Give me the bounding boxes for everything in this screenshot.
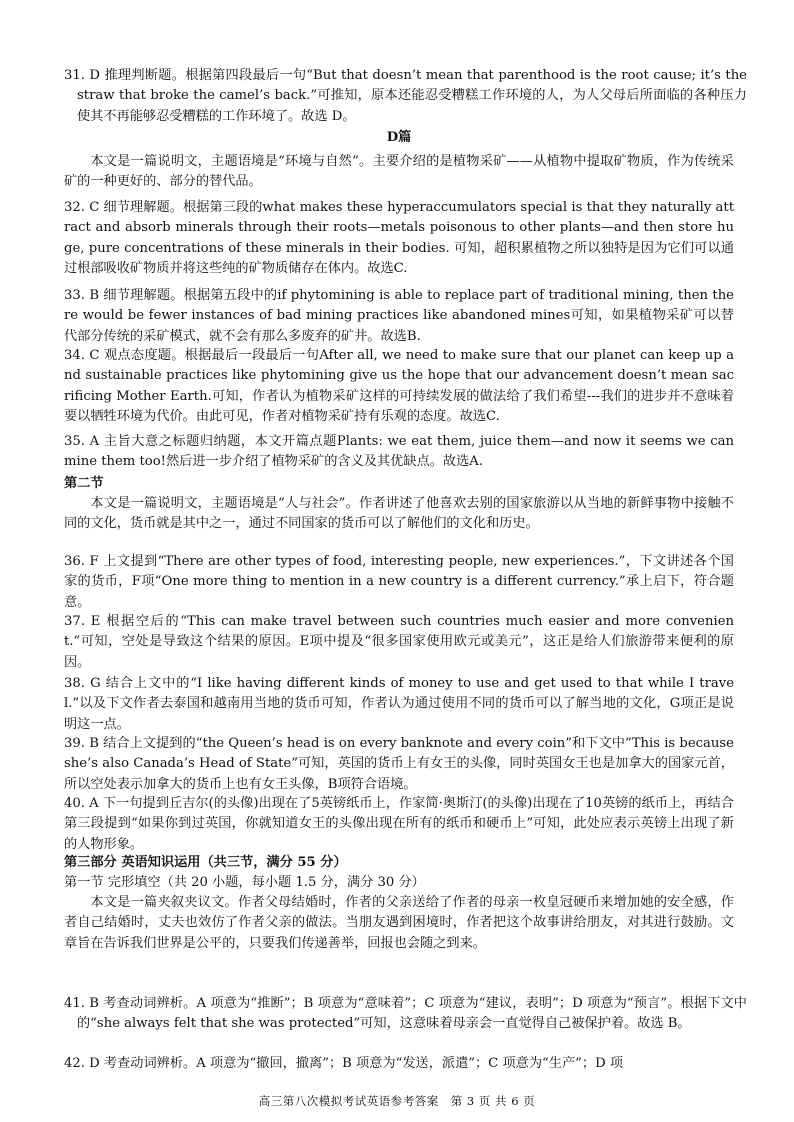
answer-33: 33. B 细节理解题。根据第五段中的if phytomining is able to replace part of traditional mining, then there would be fewer instances of bad mining practices like abandoned mines可知，如果植物采矿可以替代部分传统的采矿模式，就不会有那么多废弃的矿井。故选B. xyxy=(64,288,734,344)
answer-40: 40. A 下一句提到丘吉尔(的头像)出现在了5英镑纸币上，作家简·奥斯汀(的头像)出现在了10英镑的纸币上，再结合第三段提到“如果你到过英国，你就知道女王的头像出现在所有的纸币和硬币上”可知，此处应表示英镑上出现了新的人物形象。 xyxy=(64,796,734,852)
answer-35: 35. A 主旨大意之标题归纳题，本文开篇点题Plants: we eat them, juice them—and now it seems we can mine them too!然后进一步介绍了植物采矿的含义及其优缺点。故选A. xyxy=(64,434,734,470)
section-heading-part-3: 第三部分 英语知识运用（共三节，满分 55 分） xyxy=(64,855,347,870)
answer-37: 37. E 根据空后的“This can make travel between such countries much easier and more convenient.”可知，空处是导致这个结果的原因。E项中提及“很多国家使用欧元或美元”，这正是给人们旅游带来便利的原因。 xyxy=(64,614,734,670)
answer-32: 32. C 细节理解题。根据第三段的what makes these hyperaccumulators special is that they naturally attract and absorb minerals through their roots—metals poisonous to other plants—and then store huge, pure concentrations of these minerals in their bodies. 可知，超积累植物之所以独特是因为它们可以通过根部吸收矿物质并将这些纯的矿物质储存在体内。故选C. xyxy=(64,200,734,277)
answer-36: 36. F 上文提到“There are other types of food, interesting people, new experiences.”，下文讲述各个国家的货币，F项“One more thing to mention in a new country is a different currency.”承上启下，符合题意。 xyxy=(64,554,734,610)
answer-31: 31. D 推理判断题。根据第四段最后一句“But that doesn’t mean that parenthood is the root cause; it’s the straw that broke the camel’s back.”可推知，原本还能忍受糟糕工作环境的人，为人父母后所面临的各种压力使其不再能够忍受糟糕的工作环境了。故选 D。 xyxy=(64,68,747,124)
page-footer: 高三第八次模拟考试英语参考答案 第 3 页 共 6 页 xyxy=(258,1094,536,1108)
answer-39: 39. B 结合上文提到的“the Queen’s head is on every banknote and every coin”和下文中“This is because she’s also Canada’s Head of State”可知，英国的货币上有女王的头像，同时英国女王也是加拿大的国家元首，所以空处表示加拿大的货币上也有女王头像，B项符合语境。 xyxy=(64,736,734,792)
part-2-summary: 本文是一篇说明文，主题语境是“人与社会”。作者讲述了他喜欢去别的国家旅游以从当地的新鲜事物中接触不同的文化，货币就是其中之一，通过不同国家的货币可以了解他们的文化和历史。 xyxy=(64,496,734,532)
passage-d-summary: 本文是一篇说明文，主题语境是“环境与自然”。主要介绍的是植物采矿——从植物中提取矿物质，作为传统采矿的一种更好的、部分的替代品。 xyxy=(64,154,734,190)
answer-42: 42. D 考查动词辨析。A 项意为“撤回，撤离”；B 项意为“发送，派遣”；C 项意为“生产”；D 项 xyxy=(64,1056,624,1071)
answer-34: 34. C 观点态度题。根据最后一段最后一句After all, we need to make sure that our planet can keep up and sustainable practices like phytomining give us the hope that our advancement doesn’t mean sacrificing Mother Earth.可知，作者认为植物采矿这样的可持续发展的做法给了我们希望---我们的进步并不意味着要以牺牲环境为代价。由此可见，作者对植物采矿持有乐观的态度。故选C. xyxy=(64,348,734,425)
section-heading-d: D篇 xyxy=(386,130,412,145)
cloze-heading: 第一节 完形填空（共 20 小题，每小题 1.5 分，满分 30 分） xyxy=(64,875,425,890)
section-heading-part-2: 第二节 xyxy=(64,476,104,491)
answer-38: 38. G 结合上文中的“I like having different kinds of money to use and get used to that while I travel.”以及下文作者去泰国和越南用当地的货币可知，作者认为通过使用不同的货币可以了解当地的文化，G项正是说明这一点。 xyxy=(64,676,734,732)
answer-41: 41. B 考查动词辨析。A 项意为“推断”；B 项意为“意味着”；C 项意为“建议，表明”；D 项意为“预言”。根据下文中的“she always felt that she was protected”可知，这意味着母亲会一直觉得自己被保护着。故选 B。 xyxy=(64,996,747,1032)
cloze-summary: 本文是一篇夹叙夹议文。作者父母结婚时，作者的父亲送给了作者的母亲一枚皇冠硬币来增加她的安全感，作者自己结婚时，丈夫也效仿了作者父亲的做法。当朋友遇到困境时，作者把这个故事讲给朋友，对其进行鼓励。文章旨在告诉我们世界是公平的，只要我们传递善举，回报也会随之到来。 xyxy=(64,895,734,951)
